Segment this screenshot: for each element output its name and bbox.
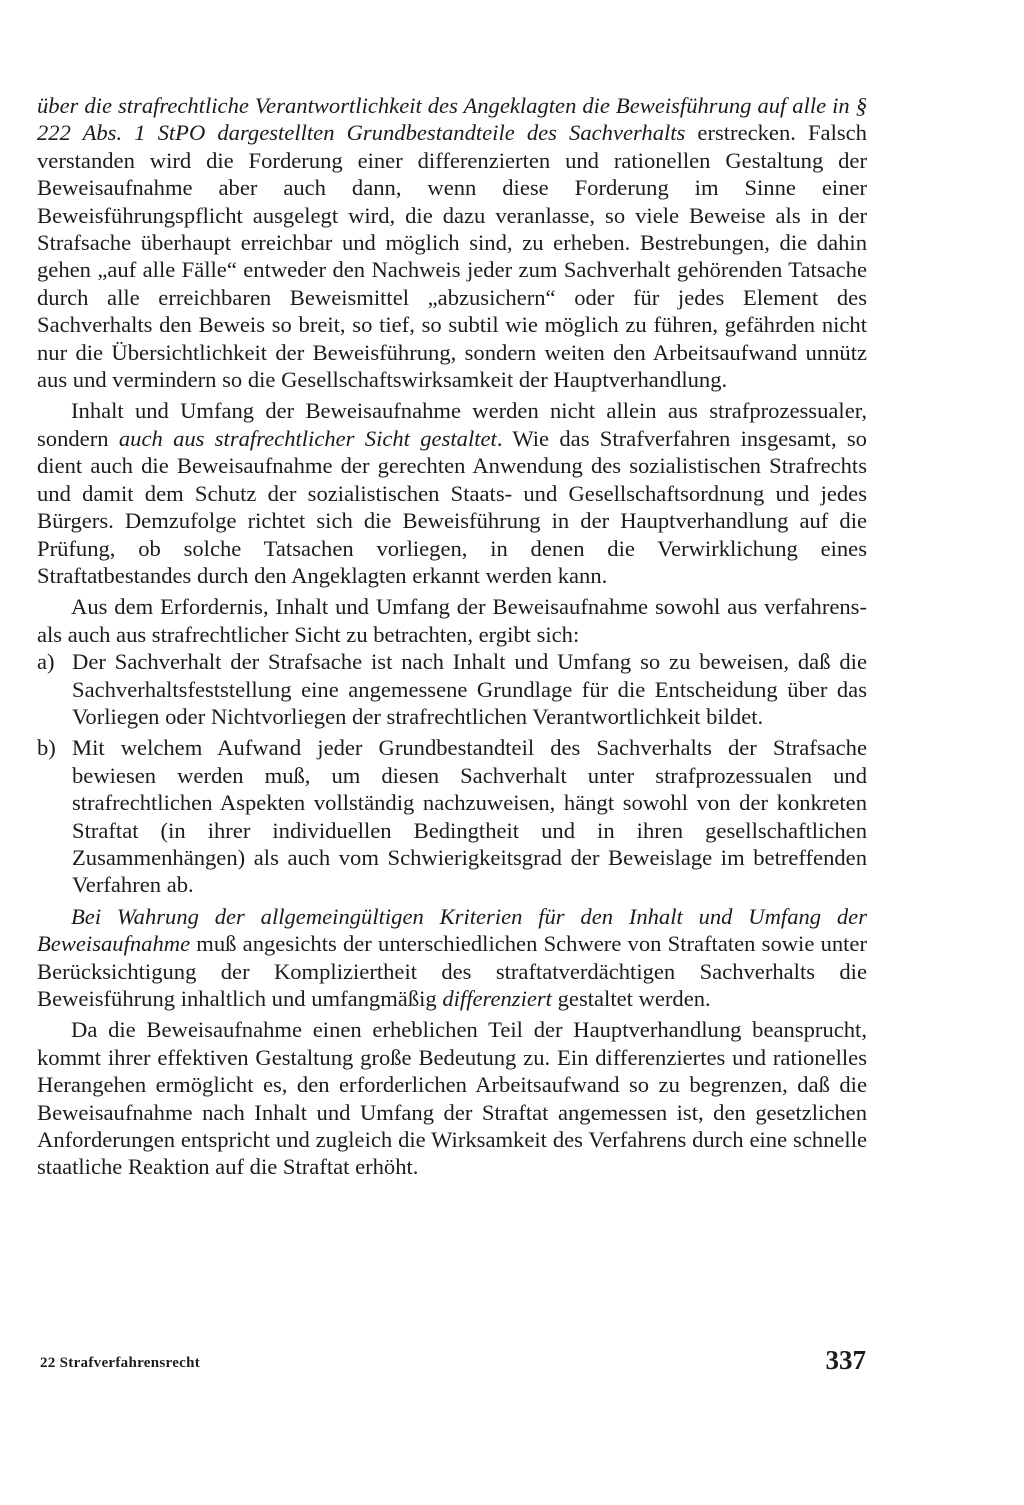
paragraph-1-text: erstrecken. Falsch verstanden wird die Forderung einer differenzierten und rationellen Gestaltung der Beweisaufnahme aber auch dann, wenn diese Forderung im Sinne einer Beweisführungspflicht ausgelegt wird, die dazu veranlasse, so viele Beweise als in der Strafsache überhaupt erreichbar und möglich sind, zu erheben. Bestrebungen, die dahin gehen „auf alle Fälle“ entweder den Nachweis jeder zum Sachverhalt gehörenden Tatsache durch alle erreichbaren Beweismittel „abzusichern“ oder für jedes Element des Sachverhalts den Beweis so breit, so tief, so subtil wie möglich zu führen, gefährden nicht nur die Übersichtlichkeit der Beweisführung, sondern weiten den Arbeitsaufwand unnütz aus und vermindern so die Gesellschaftswirksamkeit der Hauptverhandlung. [37,120,867,393]
list-text-b: Mit welchem Aufwand jeder Grundbestandteil des Sachverhalts der Strafsache bewiesen werden muß, um diesen Sachverhalt unter strafprozessualen und strafrechtlichen Aspekten vollständig nachzuweisen, hängt sowohl von der konkreten Straftat (in ihrer individuellen Bedingtheit und in ihren gesellschaftlichen Zusammenhängen) als auch vom Schwierigkeitsgrad der Beweislage im betreffenden Verfahren ab. [72,735,867,898]
paragraph-4-text-b: gestaltet werden. [551,986,711,1011]
paragraph-3-text: Aus dem Erfordernis, Inhalt und Umfang der Beweisaufnahme sowohl aus verfahrens- als auch aus strafrechtlicher Sicht zu betrachten, ergibt sich: [37,594,867,647]
paragraph-2-text-a: Inhalt und Umfang der Beweisaufnahme werden nicht allein aus strafprozessualer, sondern [37,398,867,451]
paragraph-4 [37,903,867,1013]
signature-mark: 22 Strafverfahrensrecht [40,1355,201,1371]
paragraph-3 [37,593,867,648]
paragraph-4-text-a: muß angesichts der unterschiedlichen Schwere von Straftaten sowie unter Berücksichtigung der Kompliziertheit des straftatverdächtigen Sachverhalts die Beweisführung inhaltlich und umfangmäßig [37,931,867,1011]
paragraph-5-text: Da die Beweisaufnahme einen erheblichen Teil der Hauptverhandlung beansprucht, kommt ihrer effektiven Gestaltung große Bedeutung zu. Ein differenziertes und rationelles Herangehen ermöglicht es, den erforderlichen Arbeitsaufwand so zu begrenzen, daß die Beweisaufnahme nach Inhalt und Umfang der Straftat angemessen ist, den gesetzlichen Anforderungen entspricht und zugleich die Wirksamkeit des Verfahrens durch eine schnelle staatliche Reaktion auf die Straftat erhöht. [37,1017,867,1180]
list-item-b [37,734,867,898]
paragraph-2-italic: auch aus strafrechtlicher Sicht gestaltet [118,425,497,451]
page-footer [40,1345,866,1379]
paragraph-2 [37,397,867,589]
paragraph-4-italic-b: differenziert [442,986,552,1011]
list-item-a [37,648,867,730]
page-body [37,92,867,1181]
paragraph-4-italic-a: Bei Wahrung der allgemeingültigen Kriterien für den Inhalt und Umfang der Beweisaufnahme [37,903,867,957]
paragraph-5 [37,1016,867,1180]
list-label-a: a) [37,649,55,675]
paragraph-1-italic: über die strafrechtliche Verantwortlichkeit des Angeklagten die Beweisführung auf alle in § 222 Abs. 1 StPO dargestellten Grundbestandteile des Sachverhalts [37,93,867,146]
list-text-a: Der Sachverhalt der Strafsache ist nach Inhalt und Umfang so zu beweisen, daß die Sachverhaltsfeststellung eine angemessene Grundlage für die Entscheidung über das Vorliegen oder Nichtvorliegen der strafrechtlichen Verantwortlichkeit bildet. [72,649,867,729]
page-number: 337 [825,1345,866,1375]
paragraph-2-text-b: . Wie das Strafverfahren insgesamt, so dient auch die Beweisaufnahme der gerechten Anwendung des sozialistischen Strafrechts und damit dem Schutz der sozialistischen Staats- und Gesellschaftsordnung und jedes Bürgers. Demzufolge richtet sich die Beweisführung in der Hauptverhandlung auf die Prüfung, ob solche Tatsachen vorliegen, in denen die Verwirklichung eines Straftatbestandes durch den Angeklagten erkannt werden kann. [37,425,867,588]
paragraph-1 [37,92,867,393]
list-label-b: b) [37,735,56,761]
